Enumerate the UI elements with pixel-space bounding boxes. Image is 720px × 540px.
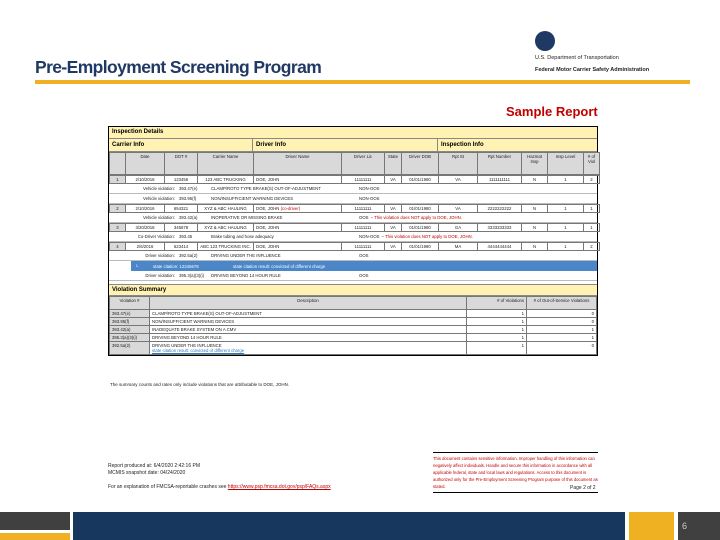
cell-n: 1 [110, 176, 126, 184]
summary-row [110, 342, 597, 355]
oos-status: OOS [359, 215, 369, 220]
cell-level: 1 [548, 205, 584, 213]
summary-code: 395.3(a)(3)(i) [110, 334, 150, 342]
violation-code: 393.47(e) [179, 186, 198, 191]
summary-row [110, 310, 597, 318]
citation-result: state citation result: convicted of different charge [233, 263, 326, 269]
summary-code: 393.42(a) [110, 326, 150, 334]
summary-table [109, 296, 597, 355]
driver-name: DOE, JOHN [256, 177, 280, 182]
cell-date: 2/10/2016 [126, 176, 165, 184]
sample-report-label: Sample Report [506, 104, 598, 119]
violation-type: Co-Driver Violation: [137, 234, 175, 239]
cell-hazmat: N [522, 243, 548, 251]
violation-desc: DRIVING BEYOND 14 HOUR RULE [211, 273, 281, 278]
cell-hazmat: N [522, 205, 548, 213]
inspection-row[interactable] [109, 175, 600, 184]
column-header: DOT # [165, 153, 198, 175]
summary-code: 393.47(e) [110, 310, 150, 318]
violation-code: 392.5a(2) [179, 253, 198, 258]
cell-rpt_no: 2222222222 [478, 205, 522, 213]
cell-state: VA [385, 176, 402, 184]
cell-lic: 11111111 [342, 243, 385, 251]
column-header: # of Viol [584, 153, 600, 175]
cell-carrier: XYZ & ABC HAULING [198, 224, 254, 232]
column-header [110, 153, 126, 175]
page-title: Pre-Employment Screening Program [35, 57, 322, 77]
column-header: Rpt St [439, 153, 478, 175]
cell-carrier: XYZ & ABC HAULING [198, 205, 254, 213]
summary-citation-link[interactable]: state citation result: convicted of different charge [152, 348, 245, 353]
title-underline [35, 80, 690, 84]
violation-desc: Brake tubing and hose adequacy [211, 234, 274, 239]
column-header: Driver DOB [402, 153, 439, 175]
summary-col-header: # of Violations [467, 297, 527, 310]
cell-hazmat: N [522, 176, 548, 184]
info-group-headers [109, 139, 597, 152]
footer-block-yellow [0, 533, 70, 540]
column-header: Date [126, 153, 165, 175]
cell-date: 3/20/2016 [126, 224, 165, 232]
violation-desc: NON/INSUFFICIENT WARNING DEVICES [211, 196, 294, 201]
cell-carrier: ABC 123 TRUCKING INC. [198, 243, 254, 251]
cell-state: VA [385, 205, 402, 213]
driver-name: DOE, JOHN [256, 206, 280, 211]
cell-lic: 11111111 [342, 205, 385, 213]
violation-desc: INOPERATIVE OR MISSING BRAKE [211, 215, 283, 220]
footer-bar-blue [73, 512, 625, 540]
cell-lic: 11111111 [342, 176, 385, 184]
driver-name: DOE, JOHN [256, 225, 280, 230]
inspection-row[interactable] [109, 223, 600, 232]
column-header: Driver Lic [342, 153, 385, 175]
column-header: Driver Name [254, 153, 342, 175]
cell-viol: 1 [584, 224, 600, 232]
cell-dot: 345678 [165, 224, 198, 232]
driver-note: (co-driver) [280, 206, 301, 211]
cell-date: 2/6/2016 [126, 243, 165, 251]
summary-count: 1 [467, 334, 527, 342]
violation-type: Driver violation: [145, 253, 175, 258]
page-number: Page 2 of 2 [570, 485, 596, 491]
summary-count: 1 [467, 310, 527, 318]
summary-desc: CLAMP/ROTO TYPE BRAKE(S) OUT-OF-ADJUSTMENT [152, 311, 262, 316]
cell-rpt_st: VA [439, 176, 478, 184]
summary-desc: NON/INSUFFICIENT WARNING DEVICES [152, 319, 235, 324]
citation-label: state citation: 12345678 [153, 263, 199, 269]
cell-viol: 2 [584, 176, 600, 184]
column-header: Rpt Number [478, 153, 522, 175]
violation-code: 395.3(a)(3)(i) [179, 273, 205, 278]
cell-dot: 123456 [165, 176, 198, 184]
cell-rpt_no: 1111111111 [478, 176, 522, 184]
cell-date: 2/10/2016 [126, 205, 165, 213]
footer-block-accent [629, 512, 674, 540]
inspection-info-header: Inspection Info [441, 142, 484, 148]
summary-oos: 1 [527, 326, 597, 334]
summary-desc: INADEQUATE BRAKE SYSTEM ON A CMV [152, 327, 237, 332]
slide-number: 6 [678, 512, 720, 540]
cell-n: 2 [110, 205, 126, 213]
cell-viol: 1 [584, 205, 600, 213]
summary-col-header: # of Out-of-Service Violations [527, 297, 597, 310]
summary-row [110, 318, 597, 326]
footer-block-gray [0, 512, 70, 530]
oos-status: OOS [359, 253, 369, 258]
sample-report [108, 126, 598, 356]
cell-rpt_no: 4444444444 [478, 243, 522, 251]
column-header: State [385, 153, 402, 175]
violation-line [109, 271, 597, 281]
summary-row [110, 334, 597, 342]
cell-state: VA [385, 243, 402, 251]
state-citation-bar: └ state citation: 12345678 state citation result: convicted of different charge [131, 261, 597, 271]
inspection-table [109, 152, 597, 281]
column-header: Carrier Name [198, 153, 254, 175]
violation-type: Vehicle violation: [142, 196, 175, 201]
cell-rpt_no: 3333333333 [478, 224, 522, 232]
summary-oos: 0 [527, 310, 597, 318]
summary-count: 1 [467, 342, 527, 355]
violation-desc: DRIVING UNDER THE INFLUENCE [211, 253, 281, 258]
violation-line [109, 194, 597, 204]
faq-link[interactable]: https://www.psp.fmcsa.dot.gov/psp/FAQs.aspx [227, 484, 331, 490]
report-produced: Report produced at: 6/4/2020 2:42:16 PM [108, 463, 201, 469]
cell-state: VA [385, 224, 402, 232]
driver-name: DOE, JOHN [256, 244, 280, 249]
violation-note: – This violation does NOT apply to DOE, JOHN. [381, 234, 473, 239]
oos-status: NON-OOS [359, 196, 380, 201]
disclaimer: This document contains sensitive information. Improper handling of this information can negatively affect individuals. Handle and secure this information in accordance with all applicable federal, state and local laws and regulations. Access to this document is authorized only for the Pre-Employment Screening Program purpose of this document as stated. [433, 452, 598, 493]
violation-type: Vehicle violation: [142, 215, 175, 220]
cell-dot: 623414 [165, 243, 198, 251]
summary-col-header: Description [150, 297, 467, 310]
cell-carrier: 123 ABC TRUCKING [198, 176, 254, 184]
cell-n: 4 [110, 243, 126, 251]
summary-desc: DRIVING BEYOND 14 HOUR RULE [152, 335, 222, 340]
driver-info-header: Driver Info [253, 139, 438, 151]
violation-type: Driver violation: [145, 273, 175, 278]
cell-hazmat: N [522, 224, 548, 232]
summary-row [110, 326, 597, 334]
oos-status: NON-OOS [359, 234, 380, 239]
column-header: Hazmat Insp [522, 153, 548, 175]
summary-oos: 0 [527, 318, 597, 326]
inspection-details-header: Inspection Details [109, 127, 597, 139]
violation-line [109, 184, 597, 194]
summary-desc: DRIVING UNDER THE INFLUENCE [152, 343, 222, 348]
dot-logo-icon [535, 31, 555, 51]
column-header: Insp Level [548, 153, 584, 175]
summary-code: 393.95(f) [110, 318, 150, 326]
summary-count: 1 [467, 326, 527, 334]
summary-code: 392.5a(2) [110, 342, 150, 355]
summary-oos: 0 [527, 342, 597, 355]
cell-rpt_st: GA [439, 224, 478, 232]
cell-dob: 01/01/1980 [402, 176, 439, 184]
violation-code: 393.42(a) [179, 215, 198, 220]
violation-line [109, 232, 597, 242]
carrier-info-header: Carrier Info [109, 139, 253, 151]
inspection-row[interactable] [109, 204, 600, 213]
cell-lic: 11111111 [342, 224, 385, 232]
cell-level: 1 [548, 243, 584, 251]
cell-level: 1 [548, 224, 584, 232]
oos-status: NON-OOS [359, 186, 380, 191]
cell-dob: 01/01/1980 [402, 243, 439, 251]
violation-type: Vehicle violation: [142, 186, 175, 191]
summary-col-header: Violation # [110, 297, 150, 310]
summary-count: 1 [467, 318, 527, 326]
agency-line1: U.S. Department of Transportation [535, 55, 619, 61]
explain-text: For an explanation of FMCSA-reportable crashes see [108, 484, 227, 490]
violation-code: 393.95(f) [179, 196, 197, 201]
cell-dob: 01/01/1980 [402, 205, 439, 213]
violation-note: – This violation does NOT apply to DOE, JOHN. [370, 215, 462, 220]
cell-n: 3 [110, 224, 126, 232]
snapshot-date: MCMIS snapshot date: 04/24/2020 [108, 470, 186, 476]
violation-summary-header: Violation Summary [109, 284, 597, 296]
violation-line [109, 213, 597, 223]
inspection-row[interactable] [109, 242, 600, 251]
cell-viol: 2 [584, 243, 600, 251]
oos-status: OOS [359, 273, 369, 278]
violation-code: 393.45 [179, 234, 193, 239]
cell-rpt_st: MA [439, 243, 478, 251]
cell-dot: 654321 [165, 205, 198, 213]
violation-desc: CLAMP/ROTO TYPE BRAKE(S) OUT-OF-ADJUSTMENT [211, 186, 321, 191]
violation-line [109, 251, 597, 261]
cell-rpt_st: VA [439, 205, 478, 213]
cell-level: 1 [548, 176, 584, 184]
agency-line2: Federal Motor Carrier Safety Administration [535, 67, 650, 73]
cell-dob: 01/01/1980 [402, 224, 439, 232]
summary-note: The summary counts and rates only include violations that are attributable to DOE, JOHN. [110, 382, 290, 387]
summary-oos: 1 [527, 334, 597, 342]
